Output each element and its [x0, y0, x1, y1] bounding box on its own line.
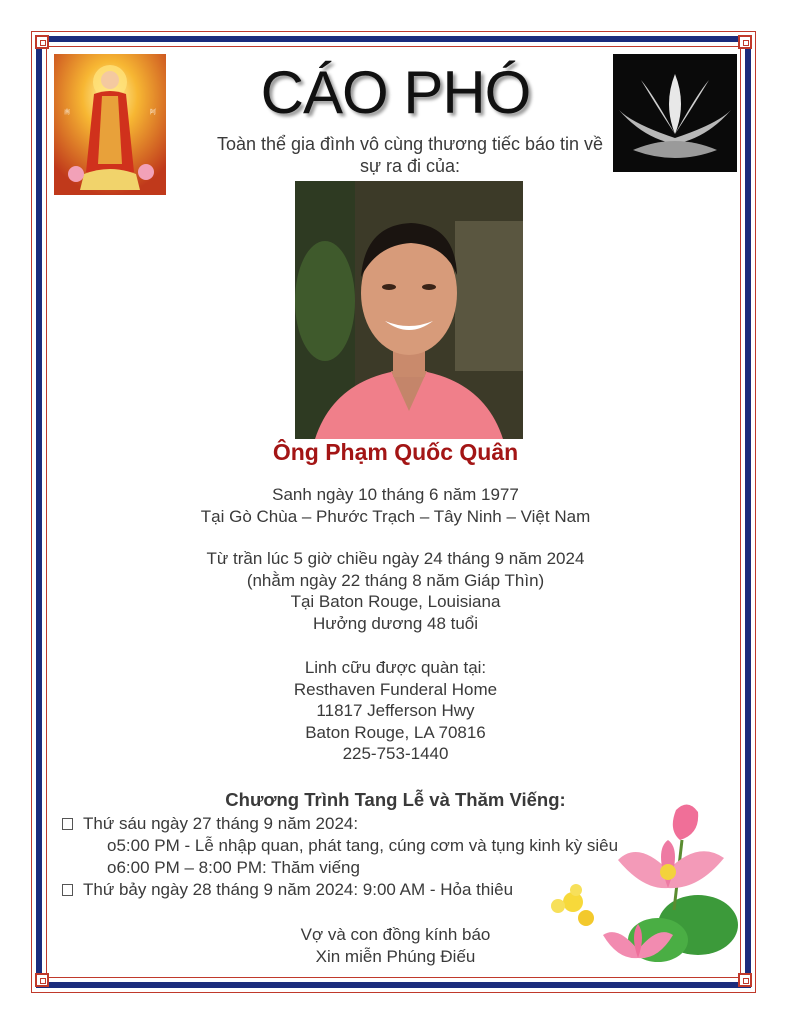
checkbox-bullet-icon	[62, 818, 73, 830]
death-place: Tại Baton Rouge, Louisiana	[290, 592, 501, 611]
funeral-home-city: Baton Rouge, LA 70816	[305, 722, 486, 742]
program-item	[62, 880, 513, 900]
deceased-name: Ông Phạm Quốc Quân	[272, 439, 519, 465]
svg-text:阿: 阿	[150, 109, 157, 116]
lunar-date: (nhằm ngày 22 tháng 8 năm Giáp Thìn)	[246, 570, 545, 590]
program-title: Chương Trình Tang Lễ và Thăm Viếng:	[225, 789, 566, 810]
svg-text:南: 南	[64, 109, 71, 116]
checkbox-bullet-icon	[62, 884, 73, 896]
closing-signature	[0, 924, 791, 967]
age: Hưởng dương 48 tuổi	[312, 613, 479, 633]
program-item-text: Thứ sáu ngày 27 tháng 9 năm 2024:	[83, 814, 359, 833]
page-title: CÁO PHÓ	[260, 59, 531, 126]
funeral-home-street: 11817 Jefferson Hwy	[316, 701, 475, 720]
program-item	[62, 814, 358, 834]
death-info	[0, 548, 791, 634]
death-time: Từ trần lúc 5 giờ chiều ngày 24 tháng 9 năm 2024	[206, 549, 585, 568]
program-subitem: o6:00 PM – 8:00 PM: Thăm viếng	[107, 858, 360, 877]
birth-date: Sanh ngày 10 tháng 6 năm 1977	[272, 485, 519, 504]
portrait-photo	[295, 181, 523, 439]
program-subitem: o5:00 PM - Lễ nhập quan, phát tang, cúng cơm và tụng kinh kỳ siêu	[107, 836, 619, 855]
funeral-home-name: Resthaven Funderal Home	[293, 679, 498, 699]
corner-ornament-top-left	[35, 35, 49, 49]
intro-line: Toàn thể gia đình vô cùng thương tiếc báo tin về	[216, 134, 604, 154]
funeral-home-phone: 225-753-1440	[342, 744, 449, 763]
corner-ornament-top-right	[738, 35, 752, 49]
funeral-home-info	[0, 657, 791, 765]
signature-line: Vợ và con đồng kính báo	[300, 925, 491, 944]
intro-text	[200, 133, 620, 177]
funeral-home-heading: Linh cữu được quàn tại:	[304, 658, 487, 677]
corner-ornament-bottom-left	[35, 973, 49, 987]
birth-place: Tại Gò Chùa – Phước Trạch – Tây Ninh – Việt Nam	[200, 506, 591, 526]
no-flowers-note: Xin miễn Phúng Điếu	[315, 946, 476, 966]
birth-info	[0, 484, 791, 527]
program-item-text: Thứ bảy ngày 28 tháng 9 năm 2024: 9:00 AM - Hỏa thiêu	[83, 880, 514, 899]
intro-line: sự ra đi của:	[359, 156, 461, 176]
